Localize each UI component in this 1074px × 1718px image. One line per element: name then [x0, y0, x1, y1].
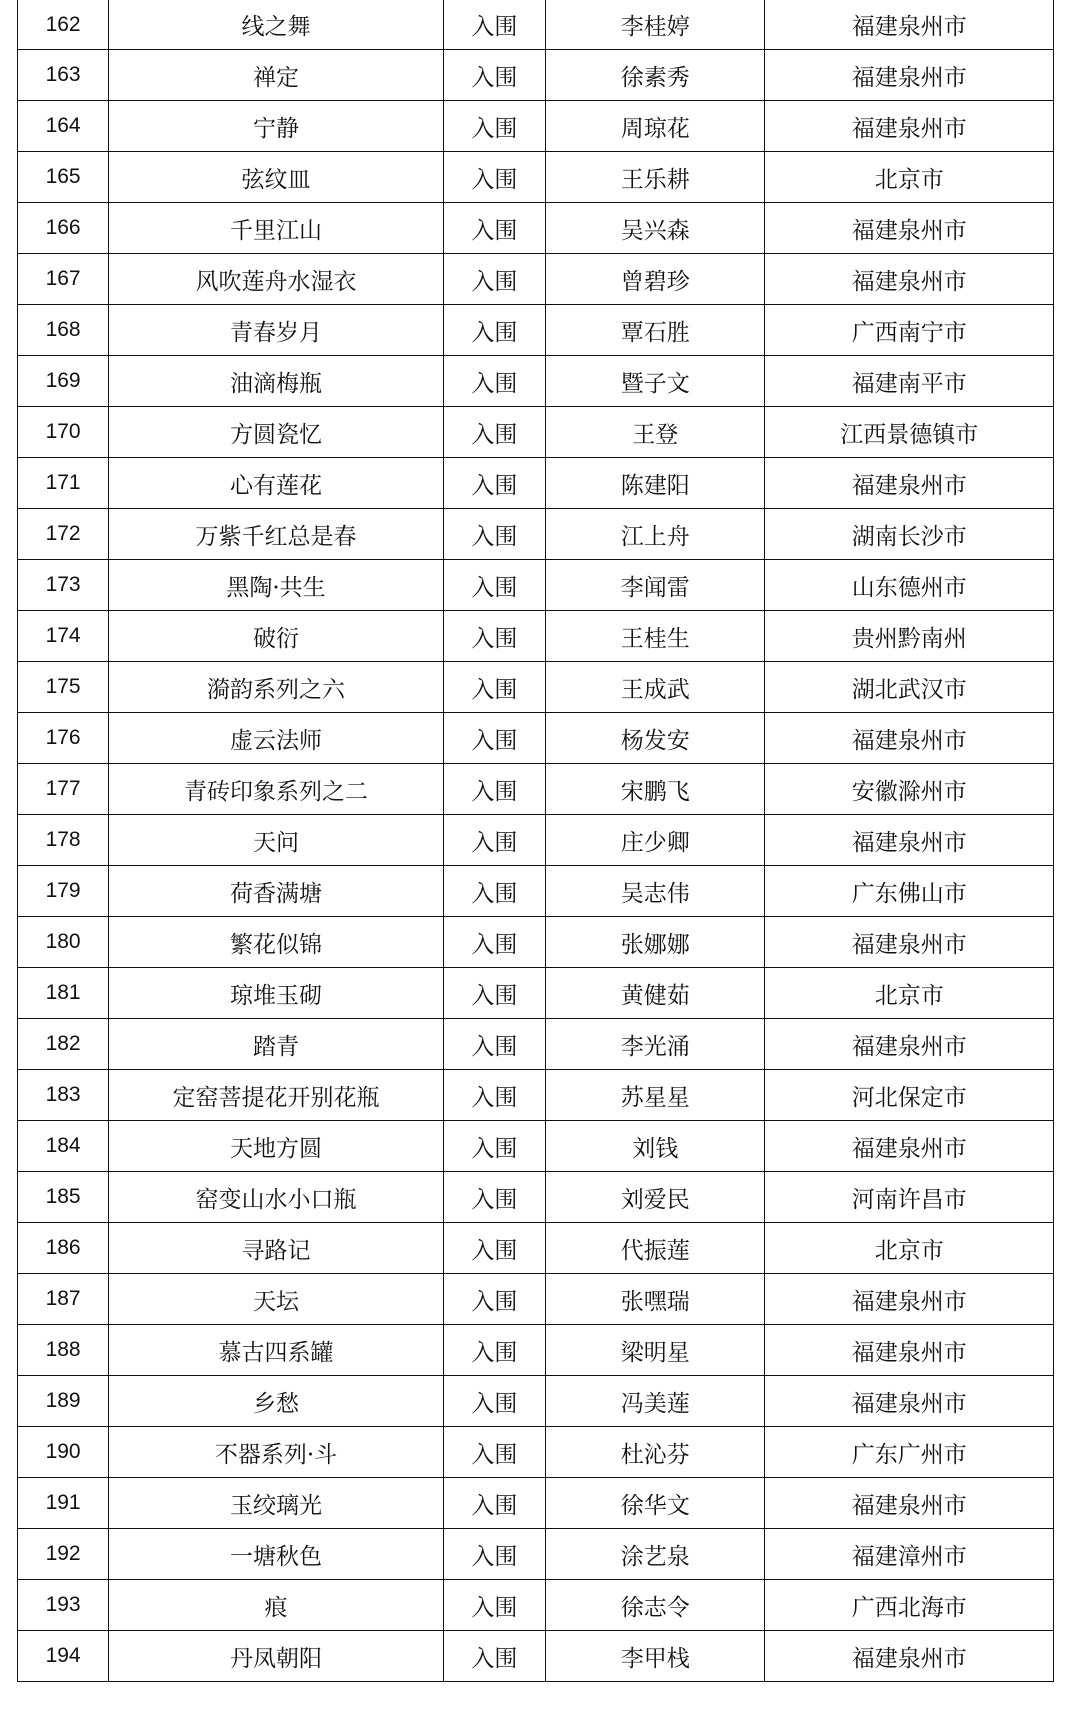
author-cell: 周琼花 — [546, 101, 765, 152]
table-row — [18, 458, 1054, 509]
result-cell: 入围 — [443, 254, 545, 305]
work-title-cell: 荷香满塘 — [109, 866, 444, 917]
table-row — [18, 662, 1054, 713]
entry-number-cell: 179 — [18, 866, 109, 917]
region-cell: 山东德州市 — [765, 560, 1054, 611]
entry-number-cell: 172 — [18, 509, 109, 560]
table-row — [18, 1121, 1054, 1172]
entry-number-cell: 186 — [18, 1223, 109, 1274]
entries-table — [17, 0, 1054, 1682]
result-cell: 入围 — [443, 1529, 545, 1580]
result-cell: 入围 — [443, 509, 545, 560]
table-row — [18, 101, 1054, 152]
author-cell: 李闻雷 — [546, 560, 765, 611]
region-cell: 福建泉州市 — [765, 1325, 1054, 1376]
region-cell: 北京市 — [765, 1223, 1054, 1274]
work-title-cell: 不器系列·斗 — [109, 1427, 444, 1478]
result-cell: 入围 — [443, 1070, 545, 1121]
region-cell: 福建泉州市 — [765, 1478, 1054, 1529]
region-cell: 广西南宁市 — [765, 305, 1054, 356]
author-cell: 张娜娜 — [546, 917, 765, 968]
work-title-cell: 禅定 — [109, 50, 444, 101]
work-title-cell: 乡愁 — [109, 1376, 444, 1427]
result-cell: 入围 — [443, 1121, 545, 1172]
author-cell: 李桂婷 — [546, 0, 765, 50]
region-cell: 湖北武汉市 — [765, 662, 1054, 713]
result-cell: 入围 — [443, 1325, 545, 1376]
work-title-cell: 天问 — [109, 815, 444, 866]
work-title-cell: 踏青 — [109, 1019, 444, 1070]
work-title-cell: 破衍 — [109, 611, 444, 662]
table-row — [18, 1580, 1054, 1631]
result-cell: 入围 — [443, 152, 545, 203]
region-cell: 河南许昌市 — [765, 1172, 1054, 1223]
region-cell: 福建泉州市 — [765, 1019, 1054, 1070]
entry-number-cell: 165 — [18, 152, 109, 203]
result-cell: 入围 — [443, 968, 545, 1019]
region-cell: 湖南长沙市 — [765, 509, 1054, 560]
work-title-cell: 线之舞 — [109, 0, 444, 50]
table-row — [18, 203, 1054, 254]
entry-number-cell: 167 — [18, 254, 109, 305]
table-row — [18, 1274, 1054, 1325]
entry-number-cell: 166 — [18, 203, 109, 254]
work-title-cell: 定窑菩提花开别花瓶 — [109, 1070, 444, 1121]
author-cell: 刘爱民 — [546, 1172, 765, 1223]
table-row — [18, 815, 1054, 866]
author-cell: 覃石胜 — [546, 305, 765, 356]
entry-number-cell: 188 — [18, 1325, 109, 1376]
entry-number-cell: 169 — [18, 356, 109, 407]
table-row — [18, 0, 1054, 50]
result-cell: 入围 — [443, 1376, 545, 1427]
author-cell: 暨子文 — [546, 356, 765, 407]
entry-number-cell: 191 — [18, 1478, 109, 1529]
result-cell: 入围 — [443, 662, 545, 713]
author-cell: 王成武 — [546, 662, 765, 713]
result-cell: 入围 — [443, 458, 545, 509]
entry-number-cell: 185 — [18, 1172, 109, 1223]
entry-number-cell: 190 — [18, 1427, 109, 1478]
result-cell: 入围 — [443, 917, 545, 968]
result-cell: 入围 — [443, 1580, 545, 1631]
work-title-cell: 万紫千红总是春 — [109, 509, 444, 560]
author-cell: 宋鹏飞 — [546, 764, 765, 815]
table-row — [18, 1223, 1054, 1274]
table-row — [18, 560, 1054, 611]
work-title-cell: 千里江山 — [109, 203, 444, 254]
author-cell: 王桂生 — [546, 611, 765, 662]
region-cell: 福建泉州市 — [765, 254, 1054, 305]
table-row — [18, 152, 1054, 203]
entry-number-cell: 184 — [18, 1121, 109, 1172]
table-row — [18, 1376, 1054, 1427]
entry-number-cell: 175 — [18, 662, 109, 713]
region-cell: 福建漳州市 — [765, 1529, 1054, 1580]
entry-number-cell: 193 — [18, 1580, 109, 1631]
table-row — [18, 764, 1054, 815]
region-cell: 福建泉州市 — [765, 917, 1054, 968]
entry-number-cell: 182 — [18, 1019, 109, 1070]
work-title-cell: 慕古四系罐 — [109, 1325, 444, 1376]
result-cell: 入围 — [443, 101, 545, 152]
table-row — [18, 1019, 1054, 1070]
result-cell: 入围 — [443, 560, 545, 611]
author-cell: 徐素秀 — [546, 50, 765, 101]
work-title-cell: 寻路记 — [109, 1223, 444, 1274]
table-row — [18, 407, 1054, 458]
work-title-cell: 方圆瓷忆 — [109, 407, 444, 458]
region-cell: 福建泉州市 — [765, 0, 1054, 50]
work-title-cell: 青春岁月 — [109, 305, 444, 356]
work-title-cell: 风吹莲舟水湿衣 — [109, 254, 444, 305]
author-cell: 张嘿瑞 — [546, 1274, 765, 1325]
table-row — [18, 1325, 1054, 1376]
region-cell: 福建泉州市 — [765, 203, 1054, 254]
region-cell: 福建泉州市 — [765, 1274, 1054, 1325]
region-cell: 福建泉州市 — [765, 101, 1054, 152]
result-cell: 入围 — [443, 713, 545, 764]
work-title-cell: 琼堆玉砌 — [109, 968, 444, 1019]
author-cell: 苏星星 — [546, 1070, 765, 1121]
result-cell: 入围 — [443, 50, 545, 101]
author-cell: 李光涌 — [546, 1019, 765, 1070]
table-row — [18, 968, 1054, 1019]
result-cell: 入围 — [443, 815, 545, 866]
work-title-cell: 一塘秋色 — [109, 1529, 444, 1580]
region-cell: 北京市 — [765, 968, 1054, 1019]
work-title-cell: 痕 — [109, 1580, 444, 1631]
result-cell: 入围 — [443, 305, 545, 356]
author-cell: 李甲栈 — [546, 1631, 765, 1682]
table-row — [18, 917, 1054, 968]
table-row — [18, 50, 1054, 101]
entry-number-cell: 194 — [18, 1631, 109, 1682]
author-cell: 梁明星 — [546, 1325, 765, 1376]
region-cell: 广东广州市 — [765, 1427, 1054, 1478]
work-title-cell: 黑陶·共生 — [109, 560, 444, 611]
work-title-cell: 繁花似锦 — [109, 917, 444, 968]
entry-number-cell: 162 — [18, 0, 109, 50]
work-title-cell: 油滴梅瓶 — [109, 356, 444, 407]
author-cell: 吴兴森 — [546, 203, 765, 254]
author-cell: 徐志令 — [546, 1580, 765, 1631]
region-cell: 江西景德镇市 — [765, 407, 1054, 458]
result-cell: 入围 — [443, 866, 545, 917]
author-cell: 冯美莲 — [546, 1376, 765, 1427]
result-cell: 入围 — [443, 611, 545, 662]
region-cell: 福建泉州市 — [765, 815, 1054, 866]
table-row — [18, 1631, 1054, 1682]
entry-number-cell: 187 — [18, 1274, 109, 1325]
work-title-cell: 天坛 — [109, 1274, 444, 1325]
table-row — [18, 1427, 1054, 1478]
work-title-cell: 心有莲花 — [109, 458, 444, 509]
entries-table-body — [18, 0, 1054, 1682]
region-cell: 福建泉州市 — [765, 1631, 1054, 1682]
region-cell: 北京市 — [765, 152, 1054, 203]
table-row — [18, 611, 1054, 662]
work-title-cell: 宁静 — [109, 101, 444, 152]
entry-number-cell: 181 — [18, 968, 109, 1019]
entry-number-cell: 180 — [18, 917, 109, 968]
result-cell: 入围 — [443, 1274, 545, 1325]
entry-number-cell: 168 — [18, 305, 109, 356]
result-cell: 入围 — [443, 1427, 545, 1478]
author-cell: 陈建阳 — [546, 458, 765, 509]
table-row — [18, 1070, 1054, 1121]
result-cell: 入围 — [443, 407, 545, 458]
author-cell: 代振莲 — [546, 1223, 765, 1274]
author-cell: 王登 — [546, 407, 765, 458]
entry-number-cell: 171 — [18, 458, 109, 509]
result-cell: 入围 — [443, 1172, 545, 1223]
entry-number-cell: 170 — [18, 407, 109, 458]
region-cell: 福建泉州市 — [765, 1376, 1054, 1427]
author-cell: 江上舟 — [546, 509, 765, 560]
entry-number-cell: 173 — [18, 560, 109, 611]
result-cell: 入围 — [443, 1019, 545, 1070]
entry-number-cell: 164 — [18, 101, 109, 152]
table-row — [18, 509, 1054, 560]
author-cell: 杨发安 — [546, 713, 765, 764]
author-cell: 庄少卿 — [546, 815, 765, 866]
work-title-cell: 天地方圆 — [109, 1121, 444, 1172]
region-cell: 广西北海市 — [765, 1580, 1054, 1631]
result-cell: 入围 — [443, 1631, 545, 1682]
table-row — [18, 254, 1054, 305]
region-cell: 福建南平市 — [765, 356, 1054, 407]
author-cell: 涂艺泉 — [546, 1529, 765, 1580]
entry-number-cell: 177 — [18, 764, 109, 815]
entry-number-cell: 192 — [18, 1529, 109, 1580]
table-row — [18, 866, 1054, 917]
result-cell: 入围 — [443, 764, 545, 815]
region-cell: 河北保定市 — [765, 1070, 1054, 1121]
region-cell: 贵州黔南州 — [765, 611, 1054, 662]
table-row — [18, 305, 1054, 356]
result-cell: 入围 — [443, 0, 545, 50]
table-row — [18, 1172, 1054, 1223]
work-title-cell: 虚云法师 — [109, 713, 444, 764]
result-cell: 入围 — [443, 1478, 545, 1529]
region-cell: 安徽滁州市 — [765, 764, 1054, 815]
table-row — [18, 356, 1054, 407]
entry-number-cell: 174 — [18, 611, 109, 662]
author-cell: 黄健茹 — [546, 968, 765, 1019]
author-cell: 吴志伟 — [546, 866, 765, 917]
work-title-cell: 窑变山水小口瓶 — [109, 1172, 444, 1223]
region-cell: 福建泉州市 — [765, 1121, 1054, 1172]
table-row — [18, 1529, 1054, 1580]
table-row — [18, 1478, 1054, 1529]
result-cell: 入围 — [443, 203, 545, 254]
entry-number-cell: 178 — [18, 815, 109, 866]
author-cell: 杜沁芬 — [546, 1427, 765, 1478]
author-cell: 曾碧珍 — [546, 254, 765, 305]
work-title-cell: 玉绞璃光 — [109, 1478, 444, 1529]
author-cell: 徐华文 — [546, 1478, 765, 1529]
work-title-cell: 漪韵系列之六 — [109, 662, 444, 713]
result-cell: 入围 — [443, 356, 545, 407]
author-cell: 王乐耕 — [546, 152, 765, 203]
entry-number-cell: 176 — [18, 713, 109, 764]
entry-number-cell: 189 — [18, 1376, 109, 1427]
work-title-cell: 弦纹皿 — [109, 152, 444, 203]
author-cell: 刘钱 — [546, 1121, 765, 1172]
work-title-cell: 青砖印象系列之二 — [109, 764, 444, 815]
table-row — [18, 713, 1054, 764]
region-cell: 福建泉州市 — [765, 50, 1054, 101]
entry-number-cell: 163 — [18, 50, 109, 101]
region-cell: 福建泉州市 — [765, 458, 1054, 509]
result-cell: 入围 — [443, 1223, 545, 1274]
entry-number-cell: 183 — [18, 1070, 109, 1121]
work-title-cell: 丹凤朝阳 — [109, 1631, 444, 1682]
region-cell: 福建泉州市 — [765, 713, 1054, 764]
region-cell: 广东佛山市 — [765, 866, 1054, 917]
